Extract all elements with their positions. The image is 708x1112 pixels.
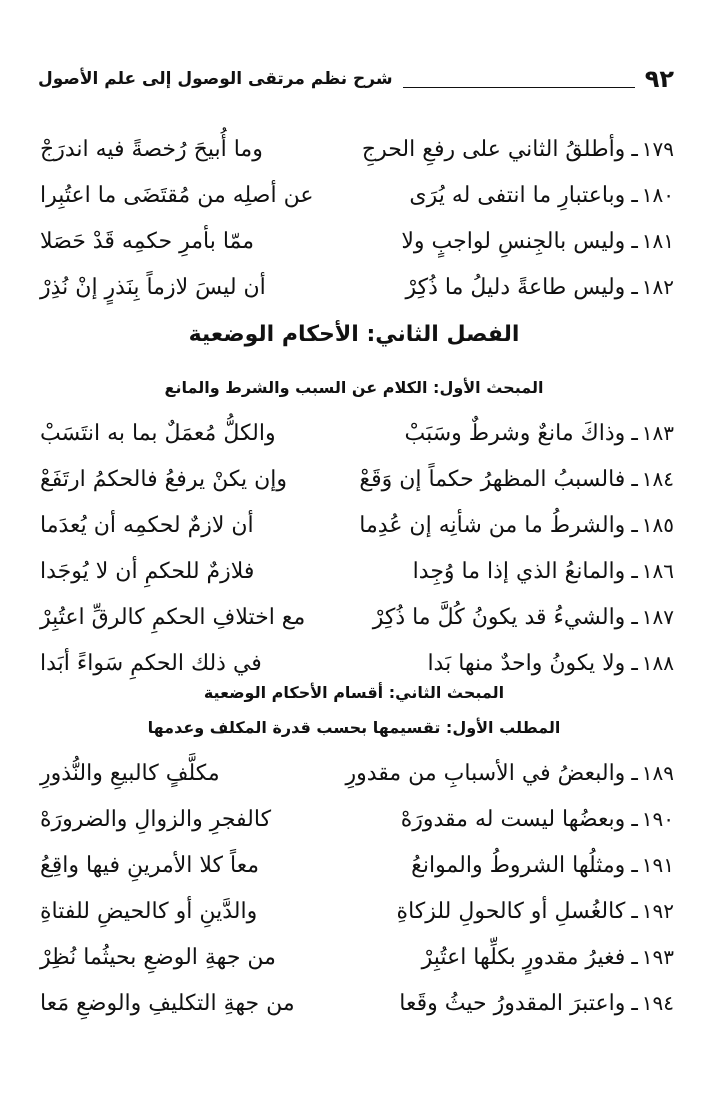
verse-number: ١٨٦: [641, 559, 674, 583]
verse-second-hemistich: كالفجرِ والزوالِ والضرورَهْ: [40, 806, 272, 832]
verse-number: ١٧٩: [641, 137, 674, 161]
verse-second-hemistich: مكلَّفٍ كالبيعِ والنُّذورِ: [40, 760, 220, 786]
verse-second-hemistich: والكلُّ مُعمَلٌ بما به انتَسَبْ: [40, 420, 276, 446]
verse-first-hemistich: فغيرُ مقدورٍ بكلِّها اعتُبِرْ: [421, 944, 626, 970]
verse-line: ١٨٤ ـ فالسببُ المظهرُ حكماً إن وَقَعْ وإن يكنْ يرفعُ فالحكمُ ارتَفَعْ: [40, 466, 674, 492]
verse-line: ١٨٥ ـ والشرطُ ما من شأنِه إن عُدِما أن لازمٌ لحكمِه أن يُعدَما: [40, 512, 674, 538]
verse-number: ١٨٠: [641, 183, 674, 207]
verse-number: ١٩٠: [641, 807, 674, 831]
verse-number: ١٩٣: [641, 945, 674, 969]
verse-number: ١٨٧: [641, 605, 674, 629]
verse-number: ١٨١: [641, 229, 674, 253]
verse-line: ١٩٤ ـ واعتبرَ المقدورُ حيثُ وقَعا من جهةِ التكليفِ والوضعِ مَعا: [40, 990, 674, 1016]
verse-first-hemistich: ولا يكونُ واحدٌ منها بَدا: [427, 650, 626, 676]
verse-second-hemistich: أن لازمٌ لحكمِه أن يُعدَما: [40, 512, 254, 538]
verse-line: ١٧٩ ـ وأطلقُ الثاني على رفعِ الحرجِ وما أُبيحَ رُخصةً فيه اندرَجْ: [40, 136, 674, 162]
verse-number: ١٨٣: [641, 421, 674, 445]
verse-number: ١٩٢: [641, 899, 674, 923]
verse-second-hemistich: والدَّينِ أو كالحيضِ للفتاةِ: [40, 898, 258, 924]
verse-first-hemistich: وليس طاعةً دليلُ ما ذُكِرْ: [405, 274, 626, 300]
verse-line: ١٨٧ ـ والشيءُ قد يكونُ كُلَّ ما ذُكِرْ مع اختلافِ الحكمِ كالرقِّ اعتُبِرْ: [40, 604, 674, 630]
verse-group-3: [40, 750, 674, 1026]
verse-line: ١٨٩ ـ والبعضُ في الأسبابِ من مقدورِ مكلَّفٍ كالبيعِ والنُّذورِ: [40, 760, 674, 786]
verse-second-hemistich: ممّا بأمرِ حكمِه قَدْ حَصَلا: [40, 228, 255, 254]
verse-second-hemistich: معاً كلا الأمرينِ فيها واقِعُ: [40, 852, 260, 878]
verse-line: ١٩٠ ـ وبعضُها ليست له مقدورَهْ كالفجرِ والزوالِ والضرورَهْ: [40, 806, 674, 832]
verse-group-2: [40, 410, 674, 686]
verse-second-hemistich: عن أصلِه من مُقتَضَى ما اعتُبِرا: [40, 182, 314, 208]
verse-line: ١٨٠ ـ وباعتبارِ ما انتفى له يُرَى عن أصلِه من مُقتَضَى ما اعتُبِرا: [40, 182, 674, 208]
verse-number: ١٨٨: [641, 651, 674, 675]
section-title: المبحث الأول: الكلام عن السبب والشرط والمانع: [164, 378, 544, 397]
verse-first-hemistich: والشيءُ قد يكونُ كُلَّ ما ذُكِرْ: [372, 604, 626, 630]
verse-second-hemistich: في ذلك الحكمِ سَواءً أبَدا: [40, 650, 262, 676]
verse-first-hemistich: واعتبرَ المقدورُ حيثُ وقَعا: [399, 990, 626, 1016]
verse-first-hemistich: والمانعُ الذي إذا ما وُجِدا: [412, 558, 626, 584]
verse-second-hemistich: أن ليسَ لازماً بِنَذرٍ إنْ نُذِرْ: [40, 274, 266, 300]
verse-first-hemistich: وبعضُها ليست له مقدورَهْ: [400, 806, 626, 832]
verse-first-hemistich: ومثلُها الشروطُ والموانعُ: [411, 852, 626, 878]
verse-first-hemistich: والبعضُ في الأسبابِ من مقدورِ: [345, 760, 626, 786]
running-header: [38, 62, 674, 96]
verse-line: ١٨٢ ـ وليس طاعةً دليلُ ما ذُكِرْ أن ليسَ لازماً بِنَذرٍ إنْ نُذِرْ: [40, 274, 674, 300]
verse-first-hemistich: وذاكَ مانعٌ وشرطٌ وسَبَبْ: [404, 420, 626, 446]
subsection-title: المطلب الأول: تقسيمها بحسب قدرة المكلف وعدمها: [147, 718, 561, 737]
verse-line: ١٩٢ ـ كالغُسلِ أو كالحولِ للزكاةِ والدَّينِ أو كالحيضِ للفتاةِ: [40, 898, 674, 924]
verse-first-hemistich: كالغُسلِ أو كالحولِ للزكاةِ: [396, 898, 626, 924]
verse-group-1: [40, 126, 674, 310]
verse-number: ١٨٥: [641, 513, 674, 537]
section-title: المبحث الثاني: أقسام الأحكام الوضعية: [203, 683, 505, 702]
verse-line: ١٨٣ ـ وذاكَ مانعٌ وشرطٌ وسَبَبْ والكلُّ مُعمَلٌ بما به انتَسَبْ: [40, 420, 674, 446]
verse-number: ١٨٢: [641, 275, 674, 299]
book-title: شرح نظم مرتقى الوصول إلى علم الأصول: [38, 69, 393, 89]
verse-first-hemistich: وأطلقُ الثاني على رفعِ الحرجِ: [361, 136, 626, 162]
verse-second-hemistich: من جهةِ الوضعِ بحيثُما نُظِرْ: [40, 944, 276, 970]
verse-line: ١٨٨ ـ ولا يكونُ واحدٌ منها بَدا في ذلك الحكمِ سَواءً أبَدا: [40, 650, 674, 676]
verse-first-hemistich: وباعتبارِ ما انتفى له يُرَى: [409, 182, 626, 208]
verse-second-hemistich: من جهةِ التكليفِ والوضعِ مَعا: [40, 990, 295, 1016]
header-rule: [403, 87, 635, 88]
verse-number: ١٩١: [641, 853, 674, 877]
verse-number: ١٨٩: [641, 761, 674, 785]
verse-line: ١٩٣ ـ فغيرُ مقدورٍ بكلِّها اعتُبِرْ من جهةِ الوضعِ بحيثُما نُظِرْ: [40, 944, 674, 970]
verse-number: ١٨٤: [641, 467, 674, 491]
verse-number: ١٩٤: [641, 991, 674, 1015]
verse-line: ١٨١ ـ وليس بالجِنسِ لواجبٍ ولا ممّا بأمرِ حكمِه قَدْ حَصَلا: [40, 228, 674, 254]
verse-second-hemistich: مع اختلافِ الحكمِ كالرقِّ اعتُبِرْ: [40, 604, 306, 630]
verse-second-hemistich: فلازمٌ للحكمِ أن لا يُوجَدا: [40, 558, 255, 584]
verse-first-hemistich: فالسببُ المظهرُ حكماً إن وَقَعْ: [359, 466, 626, 492]
verse-first-hemistich: والشرطُ ما من شأنِه إن عُدِما: [359, 512, 626, 538]
verse-line: ١٩١ ـ ومثلُها الشروطُ والموانعُ معاً كلا الأمرينِ فيها واقِعُ: [40, 852, 674, 878]
chapter-title: الفصل الثاني: الأحكام الوضعية: [188, 322, 520, 347]
page-number: ٩٢: [644, 65, 674, 93]
verse-second-hemistich: وإن يكنْ يرفعُ فالحكمُ ارتَفَعْ: [40, 466, 287, 492]
verse-line: ١٨٦ ـ والمانعُ الذي إذا ما وُجِدا فلازمٌ للحكمِ أن لا يُوجَدا: [40, 558, 674, 584]
verse-first-hemistich: وليس بالجِنسِ لواجبٍ ولا: [401, 228, 626, 254]
verse-second-hemistich: وما أُبيحَ رُخصةً فيه اندرَجْ: [40, 136, 263, 162]
